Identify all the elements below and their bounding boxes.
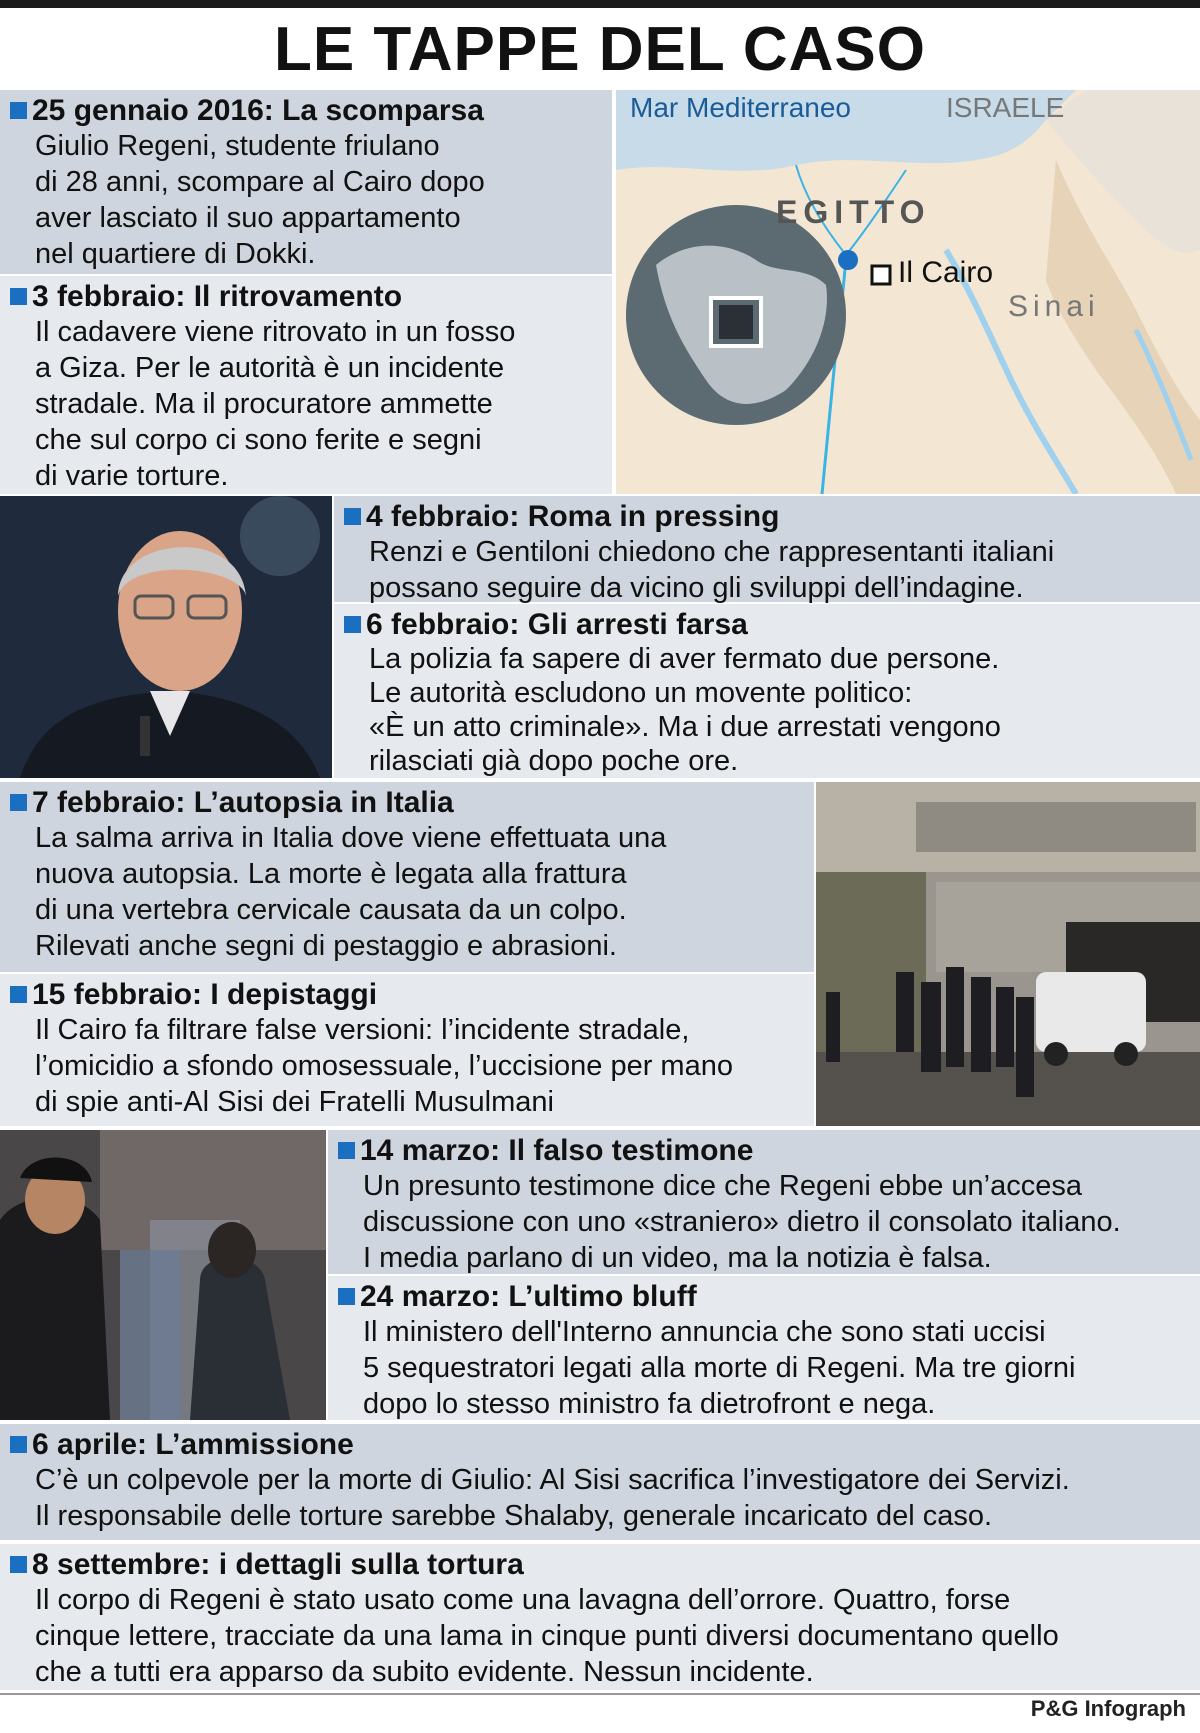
event-body: Renzi e Gentiloni chiedono che rappresentanti italiani possano seguire da vicino gli sviluppi dell’indagine. <box>369 536 1055 604</box>
event-body: Il cadavere viene ritrovato in un fosso a Giza. Per le autorità è un incidente stradale. Ma il procuratore ammette che sul corpo ci sono ferite e segni di varie torture. <box>35 316 516 492</box>
page-title: LE TAPPE DEL CASO <box>273 15 926 84</box>
event-body: Un presunto testimone dice che Regeni ebbe un’accesa discussione con uno «straniero» dietro il consolato italiano. I media parlano di un video, ma la notizia è falsa. <box>363 1170 1121 1274</box>
event-body: La salma arriva in Italia dove viene effettuata una nuova autopsia. La morte è legata alla frattura di una vertebra cervicale causata da un colpo. Rilevati anche segni di pestaggio e abrasioni. <box>35 822 667 962</box>
photo-building-crowd <box>816 782 1200 1126</box>
event-body: Il Cairo fa filtrare false versioni: l’incidente stradale, l’omicidio a sfondo omosessuale, l’uccisione per mano di spie anti-Al Sisi dei Fratelli Musulmani <box>35 1014 733 1118</box>
bottom-rule <box>0 1693 1200 1695</box>
map-sea-label: Mar Mediterraneo <box>630 92 851 123</box>
event-body: C’è un colpevole per la morte di Giulio: Al Sisi sacrifica l’investigatore dei Servizi. Il responsabile delle torture sarebbe Shalaby, generale incaricato del caso. <box>35 1464 1070 1532</box>
event-card-rome-pressing <box>334 496 1200 602</box>
map-sinai-label: Sinai <box>1008 290 1100 323</box>
event-body: La polizia fa sapere di aver fermato due persone. Le autorità escludono un movente politico: «È un atto criminale». Ma i due arrestati vengono rilasciati già dopo poche ore. <box>369 643 1001 777</box>
bullet-square-icon <box>10 1436 27 1453</box>
event-card-last-bluff <box>328 1276 1200 1420</box>
event-body: Il corpo di Regeni è stato usato come una lavagna dell’orrore. Quattro, forse cinque lettere, tracciate da una lama in cinque punti diversi documentano quello che a tutti era apparso da subito evidente. Nessun incidente. <box>35 1584 1059 1688</box>
bullet-square-icon <box>338 1142 355 1159</box>
event-card-false-witness <box>328 1130 1200 1274</box>
cairo-marker-icon <box>872 266 890 284</box>
event-heading: 14 marzo: Il falso testimone <box>338 1134 1190 1168</box>
map-israel-label: ISRAELE <box>946 92 1065 123</box>
event-heading: 6 febbraio: Gli arresti farsa <box>344 608 1190 642</box>
globe-egypt-icon <box>719 305 753 339</box>
map-egypt-label: EGITTO <box>776 194 931 230</box>
bullet-square-icon <box>10 794 27 811</box>
event-heading: 25 gennaio 2016: La scomparsa <box>10 94 602 128</box>
event-card-disappearance <box>0 90 612 274</box>
bullet-square-icon <box>10 288 27 305</box>
event-card-misdirection <box>0 974 814 1126</box>
event-card-discovery <box>0 276 612 494</box>
bullet-square-icon <box>10 1556 27 1573</box>
event-body: Giulio Regeni, studente friulano di 28 anni, scompare al Cairo dopo aver lasciato il suo appartamento nel quartiere di Dokki. <box>35 130 485 270</box>
egypt-map <box>616 90 1200 494</box>
white-suv <box>1036 972 1146 1052</box>
event-card-admission <box>0 1424 1200 1540</box>
bullet-square-icon <box>10 986 27 1003</box>
event-card-fake-arrests <box>334 604 1200 778</box>
credit-label: P&G Infograph <box>1030 1696 1186 1721</box>
event-heading: 7 febbraio: L’autopsia in Italia <box>10 786 804 820</box>
bullet-square-icon <box>338 1288 355 1305</box>
event-card-autopsy <box>0 782 814 972</box>
bullet-square-icon <box>344 616 361 633</box>
top-rule <box>0 0 1200 8</box>
event-heading: 24 marzo: L’ultimo bluff <box>338 1280 1190 1314</box>
event-card-torture-details <box>0 1544 1200 1690</box>
event-body: Il ministero dell'Interno annuncia che sono stati uccisi 5 sequestratori legati alla morte di Regeni. Ma tre giorni dopo lo stesso ministro fa dietrofront e nega. <box>363 1316 1076 1420</box>
event-heading: 4 febbraio: Roma in pressing <box>344 500 1190 534</box>
event-heading: 8 settembre: i dettagli sulla tortura <box>10 1548 1190 1582</box>
photo-police-street <box>0 1130 326 1420</box>
photo-politician <box>0 496 332 778</box>
map-cairo-label: Il Cairo <box>898 256 994 289</box>
event-heading: 6 aprile: L’ammissione <box>10 1428 1190 1462</box>
cairo-dot-icon <box>838 250 858 270</box>
event-heading: 15 febbraio: I depistaggi <box>10 978 804 1012</box>
event-heading: 3 febbraio: Il ritrovamento <box>10 280 602 314</box>
bullet-square-icon <box>344 508 361 525</box>
bullet-square-icon <box>10 102 27 119</box>
